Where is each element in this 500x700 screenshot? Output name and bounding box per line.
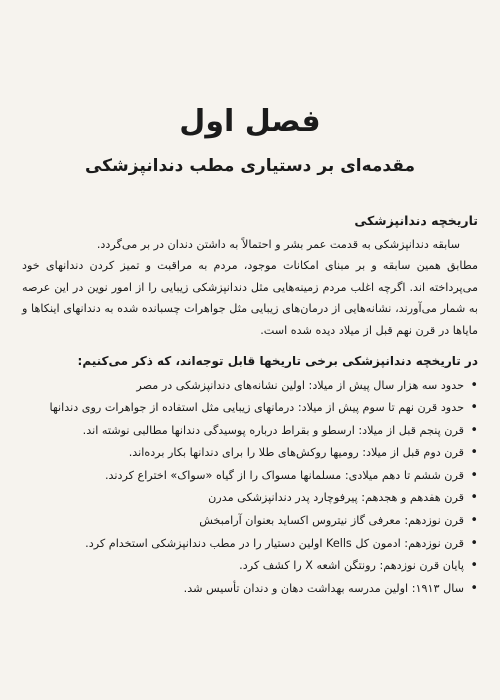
list-item: • قرن ششم تا دهم میلادی: مسلمانها مسواک را از گیاه «سواک» اختراع کردند. xyxy=(22,465,478,488)
history-list xyxy=(22,375,478,601)
section-heading: تاریخچه دندانپزشکی xyxy=(354,213,478,228)
paragraph: سابقه دندانپزشکی به قدمت عمر بشر و احتمالاً به داشتن دندان در بر می‌گردد. xyxy=(96,237,460,251)
chapter-title: فصل اول xyxy=(179,104,321,139)
list-item: • قرن دوم قبل از میلاد: رومیها روکش‌های طلا را برای دندانها بکار برده‌اند. xyxy=(22,442,478,465)
list-item: • حدود سه هزار سال پیش از میلاد: اولین نشانه‌های دندانپزشکی در مصر xyxy=(22,375,478,398)
list-item: • حدود قرن نهم تا سوم پیش از میلاد: درمانهای زیبایی مثل استفاده از جواهرات روی دندانها xyxy=(22,397,478,420)
page-content xyxy=(22,210,478,600)
paragraph: مطابق همین سابقه و بر مبنای امکانات موجود، مردم به مراقبت و تمیز کردن دندانهای خود می‌پرداخته اند. اگرچه اغلب مردم زمینه‌هایی مثل دندانپزشکی زیبایی را از امور نوین در این عرصه به شمار می‌آورند، نشانه‌هایی از درمان‌های زیبایی مثل جواهرات چسبانده شده به دندانهای اینکاها و مایاها در قرن نهم قبل از میلاد دیده شده است. xyxy=(22,259,478,337)
list-item: • قرن نوزدهم: معرفی گاز نیتروس اکساید بعنوان آرامبخش xyxy=(22,510,478,533)
list-heading: در تاریخچه دندانپزشکی برخی تاریخها قابل توجه‌اند، که ذکر می‌کنیم: xyxy=(77,354,478,368)
chapter-subtitle: مقدمه‌ای بر دستیاری مطب دندانپزشکی xyxy=(84,156,416,176)
list-item: • سال ۱۹۱۳: اولین مدرسه بهداشت دهان و دندان تأسیس شد. xyxy=(22,578,478,601)
list-item: • قرن هفدهم و هجدهم: پیرفوچارد پدر دندانپزشکی مدرن xyxy=(22,487,478,510)
list-item: • قرن پنجم قبل از میلاد: ارسطو و بقراط درباره پوسیدگی دندانها مطالبی نوشته اند. xyxy=(22,420,478,443)
list-item: • پایان قرن نوزدهم: رونتگن اشعه X را کشف کرد. xyxy=(22,555,478,578)
list-item: • قرن نوزدهم: ادمون کل Kells اولین دستیار را در مطب دندانپزشکی استخدام کرد. xyxy=(22,533,478,556)
